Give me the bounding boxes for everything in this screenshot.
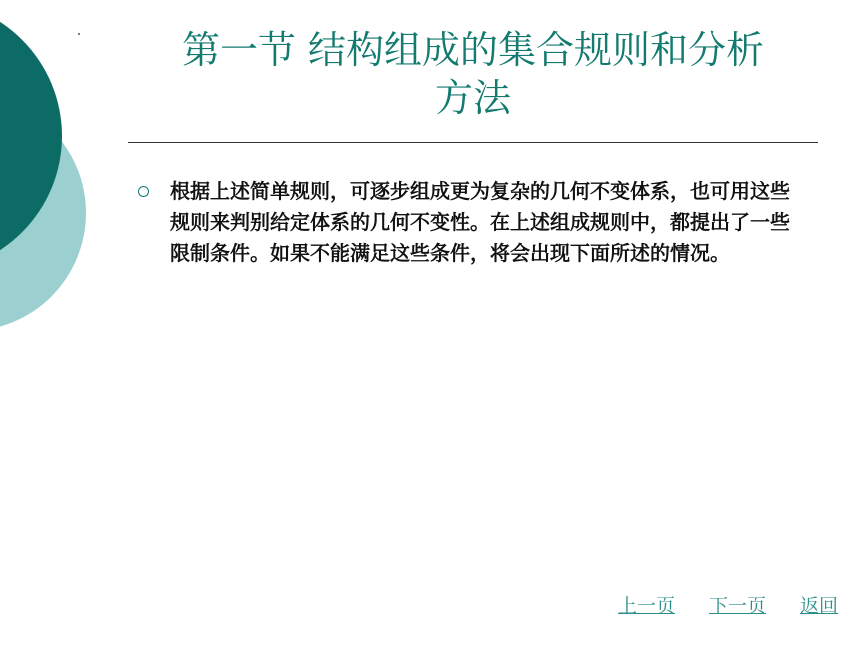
previous-page-link[interactable]: 上一页 bbox=[618, 595, 676, 617]
bullet-item bbox=[138, 176, 793, 269]
slide-title-line-2: 方法 bbox=[434, 76, 511, 120]
decorative-dot bbox=[78, 33, 80, 35]
return-link[interactable]: 返回 bbox=[800, 595, 839, 617]
hollow-circle-bullet-icon bbox=[138, 186, 149, 197]
title-divider bbox=[128, 142, 818, 143]
slide-title bbox=[128, 26, 818, 122]
slide-title-line-1: 第一节 结构组成的集合规则和分析 bbox=[181, 28, 765, 72]
bullet-text: 根据上述简单规则，可逐步组成更为复杂的几何不变体系，也可用这些规则来判别给定体系的几何不变性。在上述组成规则中，都提出了一些限制条件。如果不能满足这些条件，将会出现下面所述的情况。 bbox=[170, 179, 790, 265]
next-page-link[interactable]: 下一页 bbox=[709, 595, 767, 617]
